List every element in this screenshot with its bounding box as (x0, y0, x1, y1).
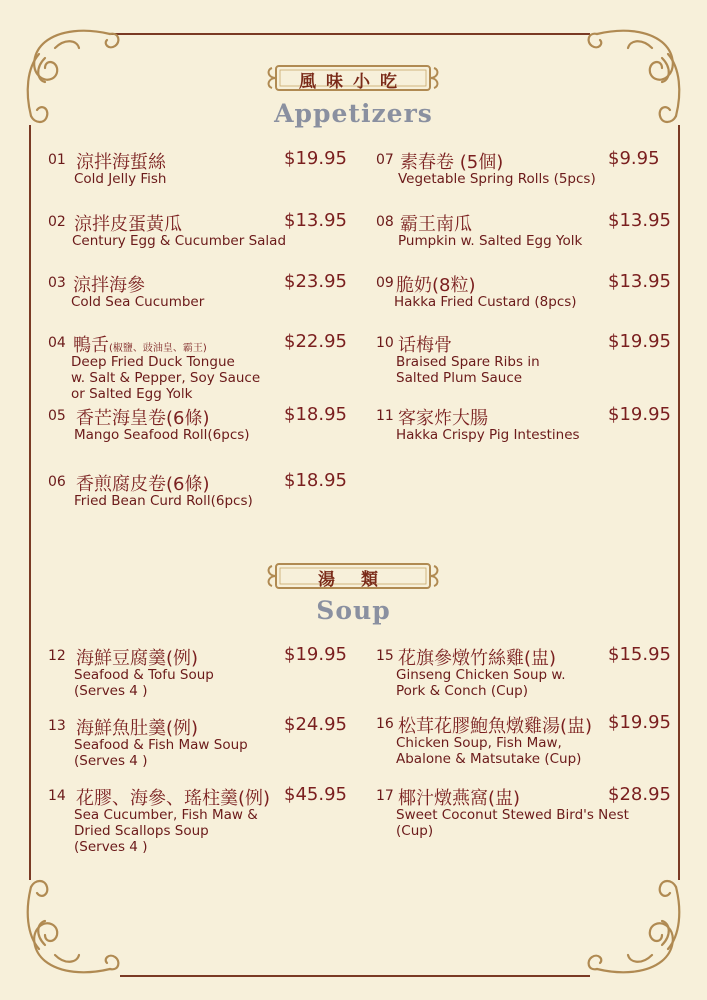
item-english-description: (Serves 4 ) (74, 753, 148, 769)
appetizers-banner-text: 風味小吃 (299, 72, 407, 92)
item-english-description: Fried Bean Curd Roll(6pcs) (74, 493, 253, 509)
item-price: $18.95 (284, 404, 347, 425)
item-price: $45.95 (284, 784, 347, 805)
item-number: 16 (376, 716, 394, 732)
item-price: $9.95 (608, 148, 660, 169)
item-english-description: Abalone & Matsutake (Cup) (396, 751, 582, 767)
item-number: 07 (376, 152, 394, 168)
item-english-description: (Cup) (396, 823, 434, 839)
item-english-description: Seafood & Tofu Soup (74, 667, 214, 683)
item-english-description: Seafood & Fish Maw Soup (74, 737, 248, 753)
item-price: $15.95 (608, 644, 671, 665)
item-english-description: Salted Plum Sauce (396, 370, 523, 386)
appetizers-banner (262, 62, 444, 94)
item-chinese-name-text: 素春卷 (5個) (400, 152, 504, 173)
item-english-description: Cold Jelly Fish (74, 171, 167, 187)
item-number: 04 (48, 335, 66, 351)
item-number: 14 (48, 788, 66, 804)
item-english-description: Sea Cucumber, Fish Maw & (74, 807, 258, 823)
item-price: $19.95 (284, 148, 347, 169)
item-english-description: (Serves 4 ) (74, 839, 148, 855)
item-chinese-name-text: 客家炸大腸 (398, 408, 488, 429)
item-english-description: w. Salt & Pepper, Soy Sauce (71, 370, 261, 386)
item-number: 06 (48, 474, 66, 490)
item-english-description: Century Egg & Cucumber Salad (72, 233, 287, 249)
item-chinese-name-text: 涼拌皮蛋黃瓜 (74, 214, 182, 235)
item-chinese-name-text: 香煎腐皮卷(6條) (76, 474, 210, 495)
item-price: $28.95 (608, 784, 671, 805)
frame-top-line (110, 33, 590, 35)
item-number: 13 (48, 718, 66, 734)
frame-bottom-line (120, 975, 590, 977)
item-price: $18.95 (284, 470, 347, 491)
item-chinese-name-text: 涼拌海參 (73, 275, 145, 296)
item-chinese-name-text: 话梅骨 (398, 335, 452, 356)
corner-ornament-bottom-right (582, 875, 692, 985)
item-chinese-name-text: 霸王南瓜 (400, 214, 472, 235)
appetizers-title: Appetizers (274, 99, 433, 128)
item-chinese-name-text: 香芒海皇卷(6條) (76, 408, 210, 429)
item-english-description: Dried Scallops Soup (74, 823, 209, 839)
item-english-description: Deep Fried Duck Tongue (71, 354, 235, 370)
item-number: 15 (376, 648, 394, 664)
item-number: 08 (376, 214, 394, 230)
item-number: 05 (48, 408, 66, 424)
item-number: 01 (48, 152, 66, 168)
item-english-description: Cold Sea Cucumber (71, 294, 205, 310)
item-english-description: Mango Seafood Roll(6pcs) (74, 427, 250, 443)
frame-right-line (678, 125, 680, 880)
item-english-description: Pork & Conch (Cup) (396, 683, 528, 699)
item-english-description: Pumpkin w. Salted Egg Yolk (398, 233, 583, 249)
soup-banner (262, 560, 444, 592)
item-chinese-name-text: 涼拌海蜇絲 (76, 152, 166, 173)
item-english-description: (Serves 4 ) (74, 683, 148, 699)
item-english-description: Chicken Soup, Fish Maw, (396, 735, 562, 751)
item-number: 12 (48, 648, 66, 664)
item-price: $22.95 (284, 331, 347, 352)
item-chinese-name-text: 松茸花膠鮑魚燉雞湯(盅) (398, 716, 593, 737)
item-english-description: Sweet Coconut Stewed Bird's Nest (396, 807, 629, 823)
item-price: $19.95 (608, 404, 671, 425)
item-chinese-name-text: 椰汁燉燕窩(盅) (398, 788, 521, 809)
item-number: 10 (376, 335, 394, 351)
item-price: $19.95 (284, 644, 347, 665)
item-price: $13.95 (284, 210, 347, 231)
item-chinese-name-text: 花膠、海參、瑤柱羹(例) (76, 788, 271, 809)
item-chinese-name-text: 花旗參燉竹絲雞(盅) (398, 648, 557, 669)
item-number: 17 (376, 788, 394, 804)
item-number: 09 (376, 275, 394, 291)
item-english-description: Hakka Fried Custard (8pcs) (394, 294, 577, 310)
soup-banner-text: 湯 類 (318, 570, 388, 590)
item-price: $19.95 (608, 331, 671, 352)
item-english-description: Hakka Crispy Pig Intestines (396, 427, 580, 443)
item-chinese-name-text: 鴨舌 (73, 335, 109, 356)
item-price: $19.95 (608, 712, 671, 733)
item-price: $13.95 (608, 271, 671, 292)
item-english-description: Vegetable Spring Rolls (5pcs) (398, 171, 596, 187)
item-price: $13.95 (608, 210, 671, 231)
item-chinese-note: (椒鹽、豉油皇、霸王) (109, 343, 207, 354)
corner-ornament-bottom-left (15, 875, 125, 985)
item-price: $23.95 (284, 271, 347, 292)
item-number: 02 (48, 214, 66, 230)
item-number: 11 (376, 408, 394, 424)
item-chinese-name-text: 脆奶(8粒) (396, 275, 476, 296)
item-number: 03 (48, 275, 66, 291)
item-chinese-name-text: 海鮮豆腐羹(例) (76, 648, 199, 669)
item-english-description: Ginseng Chicken Soup w. (396, 667, 566, 683)
item-chinese-name-text: 海鮮魚肚羹(例) (76, 718, 199, 739)
item-price: $24.95 (284, 714, 347, 735)
item-english-description: Braised Spare Ribs in (396, 354, 540, 370)
soup-title: Soup (316, 596, 391, 625)
item-english-description: or Salted Egg Yolk (71, 386, 193, 402)
frame-left-line (29, 125, 31, 880)
